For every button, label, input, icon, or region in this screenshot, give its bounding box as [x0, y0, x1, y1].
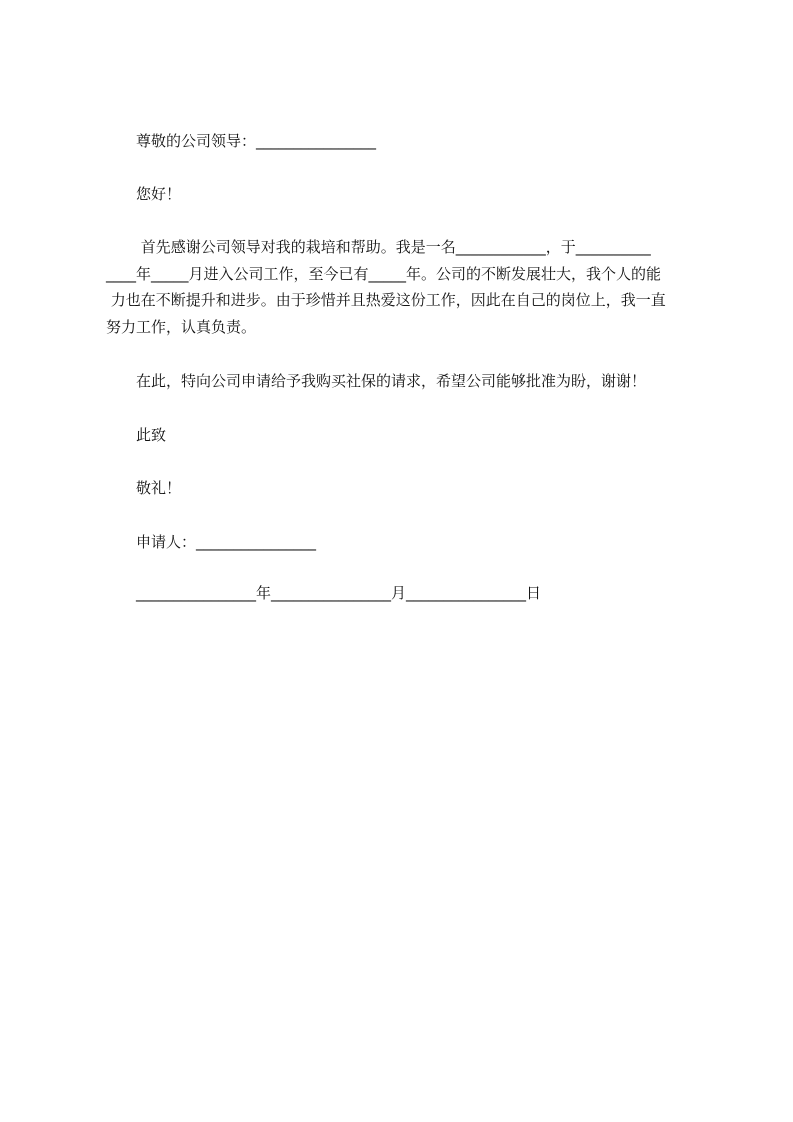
salutation: 尊敬的公司领导：________________	[136, 132, 377, 150]
greeting: 您好！	[136, 185, 182, 203]
body-line-2: ____年_____月进入公司工作，至今已有_____年。公司的不断发展壮大，我个人的能	[106, 265, 662, 283]
body-line-4: 努力工作，认真负责。	[106, 318, 257, 336]
closing-ci-zhi: 此致	[136, 426, 167, 444]
body-line-3: 力也在不断提升和进步。由于珍惜并且热爱这份工作，因此在自己的岗位上，我一直	[106, 291, 666, 309]
request-paragraph: 在此，特向公司申请给予我购买社保的请求，希望公司能够批准为盼，谢谢！	[136, 372, 647, 390]
closing-jing-li: 敬礼！	[136, 479, 182, 497]
date-line: ________________年________________月________________日	[136, 584, 542, 602]
body-line-1: 首先感谢公司领导对我的栽培和帮助。我是一名____________，于__________	[136, 238, 651, 256]
applicant-line: 申请人：________________	[136, 533, 317, 551]
